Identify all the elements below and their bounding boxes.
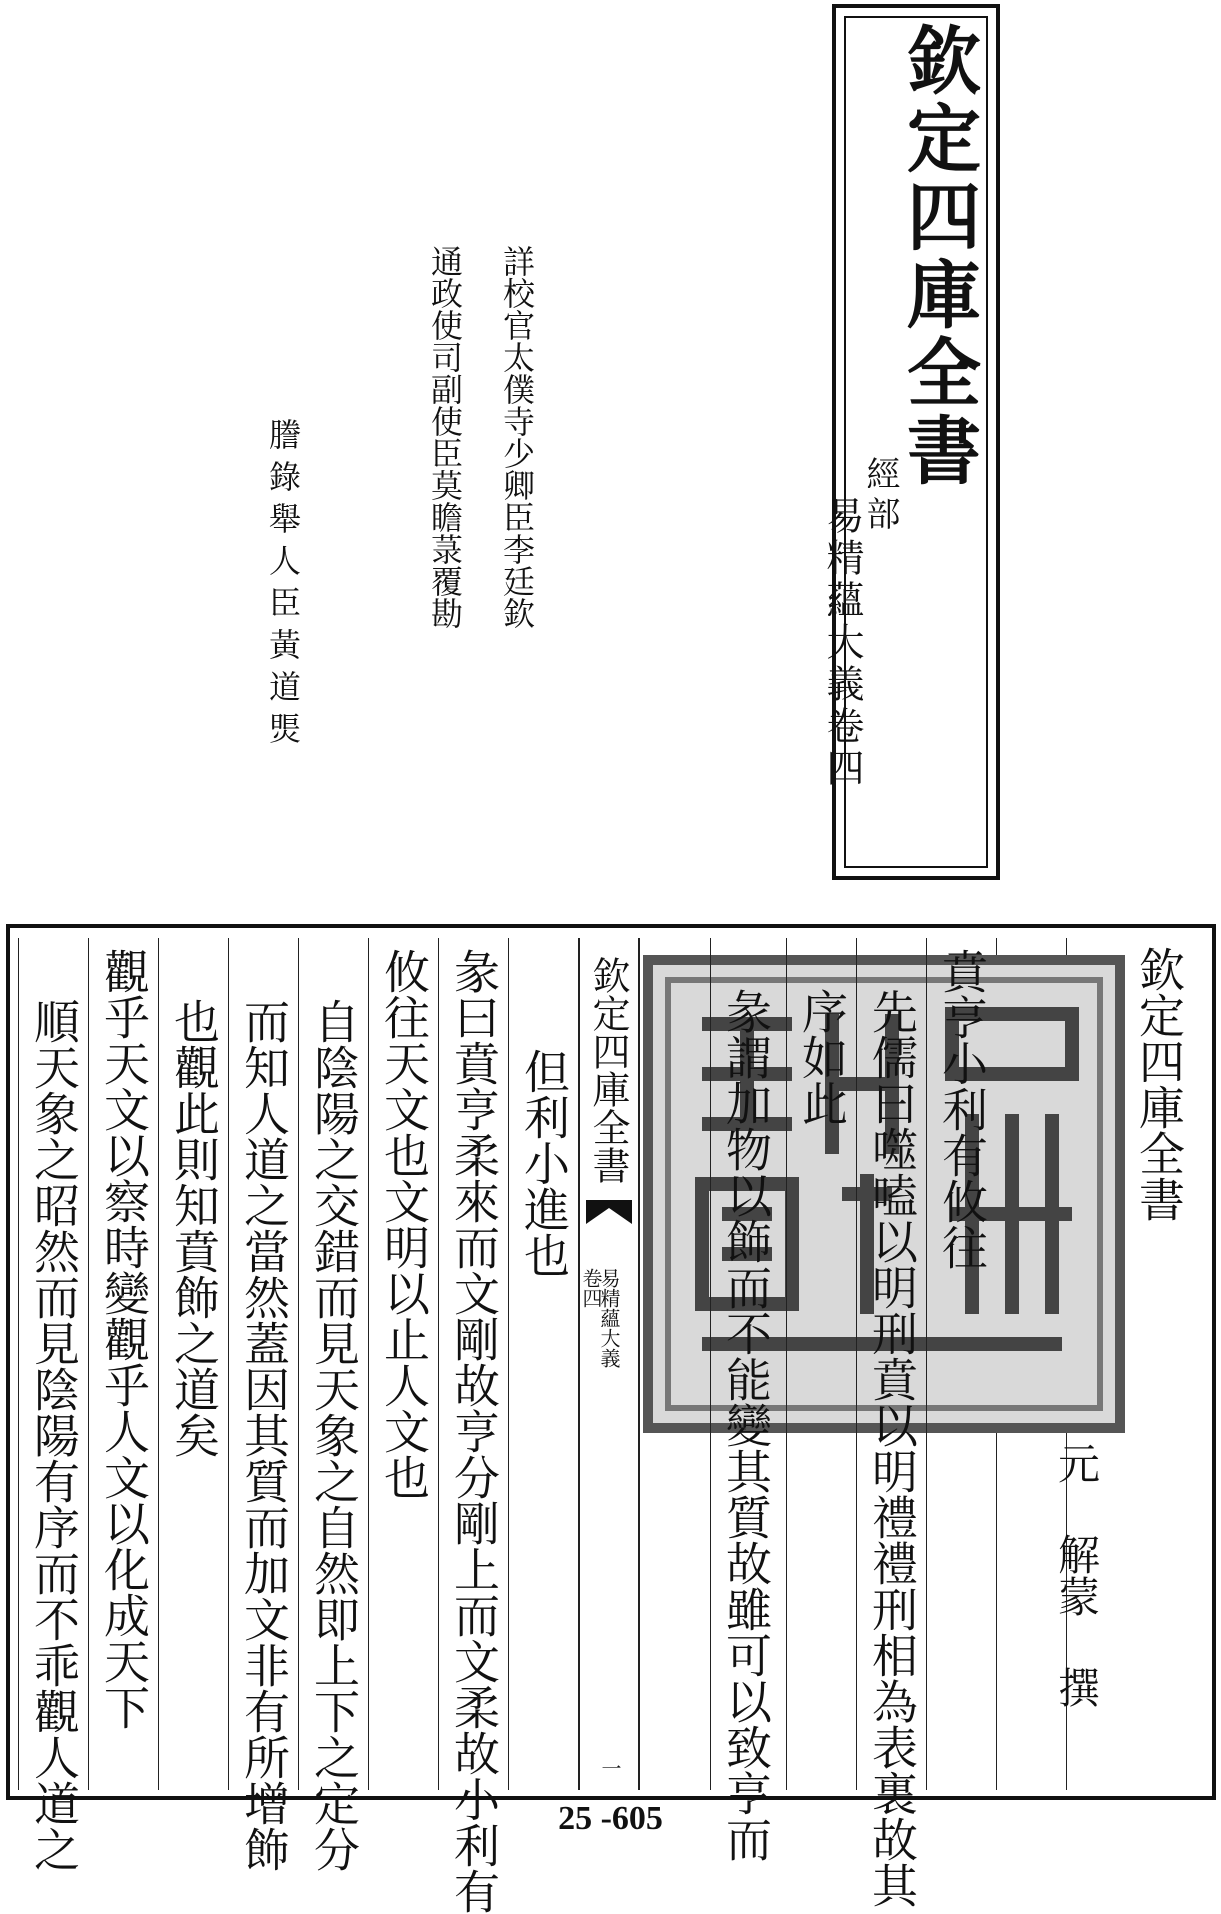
cover-slip [820, 4, 1000, 880]
column-text: 彖曰賁亨柔來而文剛故亨分剛上而文柔故小利有 [447, 948, 501, 1914]
text-column-8 [368, 938, 438, 1790]
column-text: 而知人道之當然蓋因其質而加文非有所增飾 [237, 998, 291, 1872]
column-text: 也觀此則知賁飾之道矣 [167, 998, 221, 1458]
author-line: 元 解蒙 撰 [1052, 1442, 1101, 1708]
text-column-7 [438, 938, 508, 1914]
text-column-11 [158, 938, 228, 1790]
text-column-6 [508, 938, 578, 1790]
column-text: 先儒曰噬嗑以明刑賁以明禮禮刑相為表裏故其 [865, 988, 919, 1908]
margin-title: 欽定四庫全書 [586, 956, 630, 1184]
margin-book-title: 易精蘊大義 [597, 1268, 621, 1368]
text-column-5 [642, 938, 712, 1790]
column-text: 序如此 [795, 988, 849, 1126]
column-text: 賁亨小利有攸往 [935, 948, 989, 1270]
cover-book-title: 易精蘊大義卷四 [820, 496, 864, 790]
text-column-3 [786, 938, 856, 1790]
text-column-4 [710, 938, 780, 1862]
text-column-13 [18, 938, 88, 1872]
fishtail-mark [586, 1200, 632, 1224]
text-column-12 [88, 938, 158, 1790]
credit-reviewer: 通政使司副使臣莫瞻菉覆勘 [426, 245, 464, 629]
margin-page-number: 一 [598, 1758, 622, 1778]
credit-copyist: 謄錄舉人臣黃道煚 [264, 418, 302, 754]
text-column-1 [926, 938, 996, 1790]
credit-proofreader: 詳校官太僕寺少卿臣李廷欽 [498, 245, 536, 629]
text-column-9 [298, 938, 368, 1872]
column-text: 攸往天文也文明以止人文也 [377, 948, 431, 1500]
text-column-2 [856, 938, 926, 1908]
column-text: 彖謂加物以飾而不能變其質故雖可以致亨而 [719, 988, 773, 1862]
column-text: 順天象之昭然而見陰陽有序而不乖觀人道之 [27, 998, 81, 1872]
footer-page-number: 25 -605 [558, 1800, 663, 1837]
column-text: 自陰陽之交錯而見天象之自然即上下之定分 [307, 998, 361, 1872]
column-text: 但利小進也 [517, 1048, 571, 1278]
cover-section: 經部 [860, 456, 900, 536]
page-header-title: 欽定四庫全書 [1132, 946, 1186, 1222]
margin-volume: 卷四 [579, 1268, 603, 1308]
column-text: 觀乎天文以察時變觀乎人文以化成天下 [97, 948, 151, 1730]
text-column-10 [228, 938, 298, 1872]
center-margin-strip [578, 938, 640, 1790]
cover-title: 欽定四庫全書 [895, 22, 981, 490]
